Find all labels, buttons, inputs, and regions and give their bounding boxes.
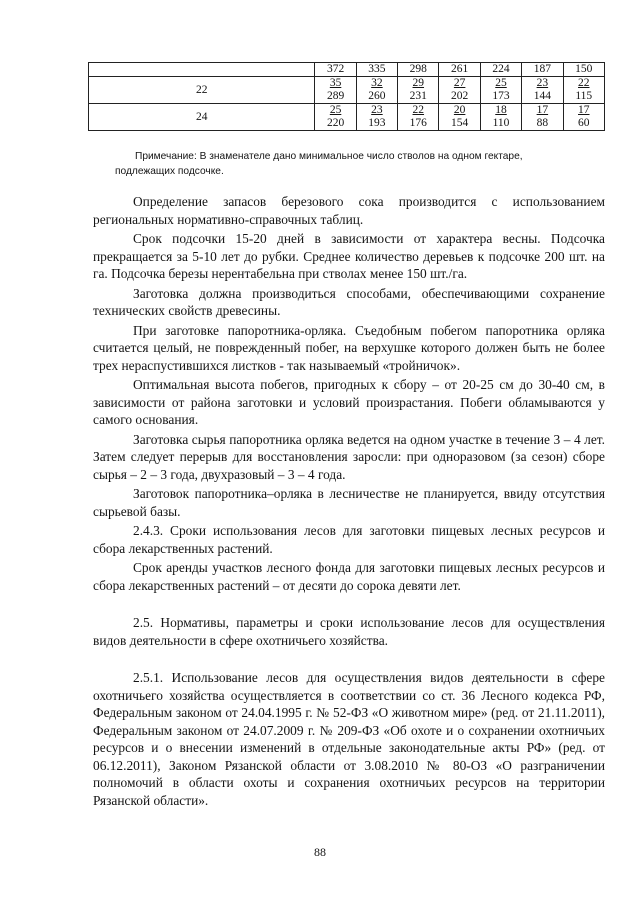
- row-label: 24: [89, 104, 315, 131]
- paragraph: 2.5.1. Использование лесов для осуществления видов деятельности в сфере охотничьего хозяйства осуществляется в соответствии со ст. 36 Лесного кодекса РФ, Федеральным законом от 24.04.1995 г. № 52-ФЗ «О животном мире» (ред. от 21.11.2011), Федеральным законом от 24.07.2009 г. № 209-ФЗ «Об охоте и о сохранении охотничьих ресурсов и о внесении изменений в отдельные законодательные акты РФ» (ред. от 06.12.2011), Законом Рязанской области от 3.08.2010 № 80-ОЗ «О разграничении полномочий в области охоты и сохранения охотничьих ресурсов на территории Рязанской области».: [93, 670, 605, 808]
- numerator: 20: [453, 104, 466, 116]
- table-cell: [439, 104, 480, 131]
- table-cell: 298: [398, 63, 439, 77]
- paragraph: Оптимальная высота побегов, пригодных к сбору – от 20-25 см до 30-40 см, в зависимости от района заготовки и условий произрастания. Побеги обламываются у самого основания.: [93, 377, 605, 427]
- numerator: 17: [536, 104, 549, 116]
- paragraph: Срок аренды участков лесного фонда для заготовки пищевых лесных ресурсов и сбора лекарственных растений – от десяти до сорока девяти лет.: [93, 560, 605, 593]
- table-cell: 150: [563, 63, 604, 77]
- table-cell: [89, 63, 315, 77]
- table-cell: 372: [315, 63, 356, 77]
- denominator: 193: [368, 117, 386, 129]
- table-cell: [315, 104, 356, 131]
- note-line: Примечание: В знаменателе дано минимальное число стволов на одном гектаре,: [135, 151, 523, 162]
- table-cell: [563, 104, 604, 131]
- table-row: [89, 104, 605, 131]
- table-cell: 261: [439, 63, 480, 77]
- denominator: 202: [451, 90, 469, 102]
- note-line: подлежащих подсочке.: [115, 166, 224, 177]
- paragraph: 2.4.3. Сроки использования лесов для заготовки пищевых лесных ресурсов и сбора лекарственных растений.: [93, 523, 605, 556]
- numerator: 17: [578, 104, 590, 116]
- denominator: 60: [578, 117, 590, 129]
- denominator: 110: [492, 117, 510, 129]
- table-cell: [480, 104, 521, 131]
- numerator: 23: [371, 104, 383, 116]
- table-cell: [480, 77, 521, 104]
- denominator: 220: [326, 117, 345, 129]
- numerator: 32: [371, 77, 383, 89]
- table-cell: [356, 77, 397, 104]
- table-cell: [522, 77, 563, 104]
- table-cell: [522, 104, 563, 131]
- denominator: 88: [536, 117, 549, 129]
- paragraph: Заготовка должна производиться способами, обеспечивающими сохранение технических свойств древесины.: [93, 285, 605, 318]
- numerator: 27: [453, 77, 466, 89]
- denominator: 154: [451, 117, 469, 129]
- stems-table: [88, 62, 605, 131]
- table-cell: 224: [480, 63, 521, 77]
- table-cell: 335: [356, 63, 397, 77]
- numerator: 22: [578, 77, 590, 89]
- section-heading: 2.5. Нормативы, параметры и сроки использование лесов для осуществления видов деятельности в сфере охотничьего хозяйства.: [93, 615, 605, 648]
- numerator: 35: [329, 77, 342, 89]
- table-cell: [398, 104, 439, 131]
- numerator: 23: [536, 77, 549, 89]
- denominator: 231: [409, 90, 427, 102]
- paragraph: Определение запасов березового сока производится с использованием региональных нормативно-справочных таблиц.: [93, 194, 605, 227]
- table-cell: [439, 77, 480, 104]
- paragraph: Заготовок папоротника–орляка в лесничестве не планируется, ввиду отсутствия сырьевой базы.: [93, 486, 605, 519]
- table-cell: [563, 77, 604, 104]
- denominator: 144: [533, 90, 551, 102]
- table-cell: [315, 77, 356, 104]
- numerator: 22: [412, 104, 425, 116]
- page-number: 88: [314, 845, 326, 859]
- numerator: 29: [412, 77, 425, 89]
- paragraph: При заготовке папоротника-орляка. Съедобным побегом папоротника орляка считается целый, не поврежденный побег, на верхушке которого должен быть не более трех нераспустившихся листков - так называемый «тройничок».: [93, 322, 605, 373]
- body-text: [93, 193, 605, 811]
- table-row: [89, 77, 605, 104]
- denominator: 173: [492, 90, 510, 102]
- table-row: [89, 63, 605, 77]
- table-note: [115, 149, 605, 179]
- numerator: 18: [495, 104, 507, 116]
- denominator: 115: [575, 90, 593, 102]
- numerator: 25: [329, 104, 342, 116]
- row-label: 22: [89, 77, 315, 104]
- table-cell: 187: [522, 63, 563, 77]
- table-cell: [356, 104, 397, 131]
- denominator: 289: [326, 90, 345, 102]
- table-cell: [398, 77, 439, 104]
- numerator: 25: [495, 77, 507, 89]
- paragraph: Заготовка сырья папоротника орляка ведется на одном участке в течение 3 – 4 лет. Затем следует перерыв для восстановления заросли: при одноразовом (за сезон) сборе сырья – 2 – 3 года, двухразовый – 3 – 4 года.: [93, 431, 605, 482]
- paragraph: Срок подсочки 15-20 дней в зависимости от характера весны. Подсочка прекращается за 5-10 лет до рубки. Среднее количество деревьев к подсочке 200 шт. на га. Подсочка березы нерентабельна при стволах менее 150 шт./га.: [93, 231, 605, 281]
- denominator: 176: [409, 117, 427, 129]
- denominator: 260: [368, 90, 386, 102]
